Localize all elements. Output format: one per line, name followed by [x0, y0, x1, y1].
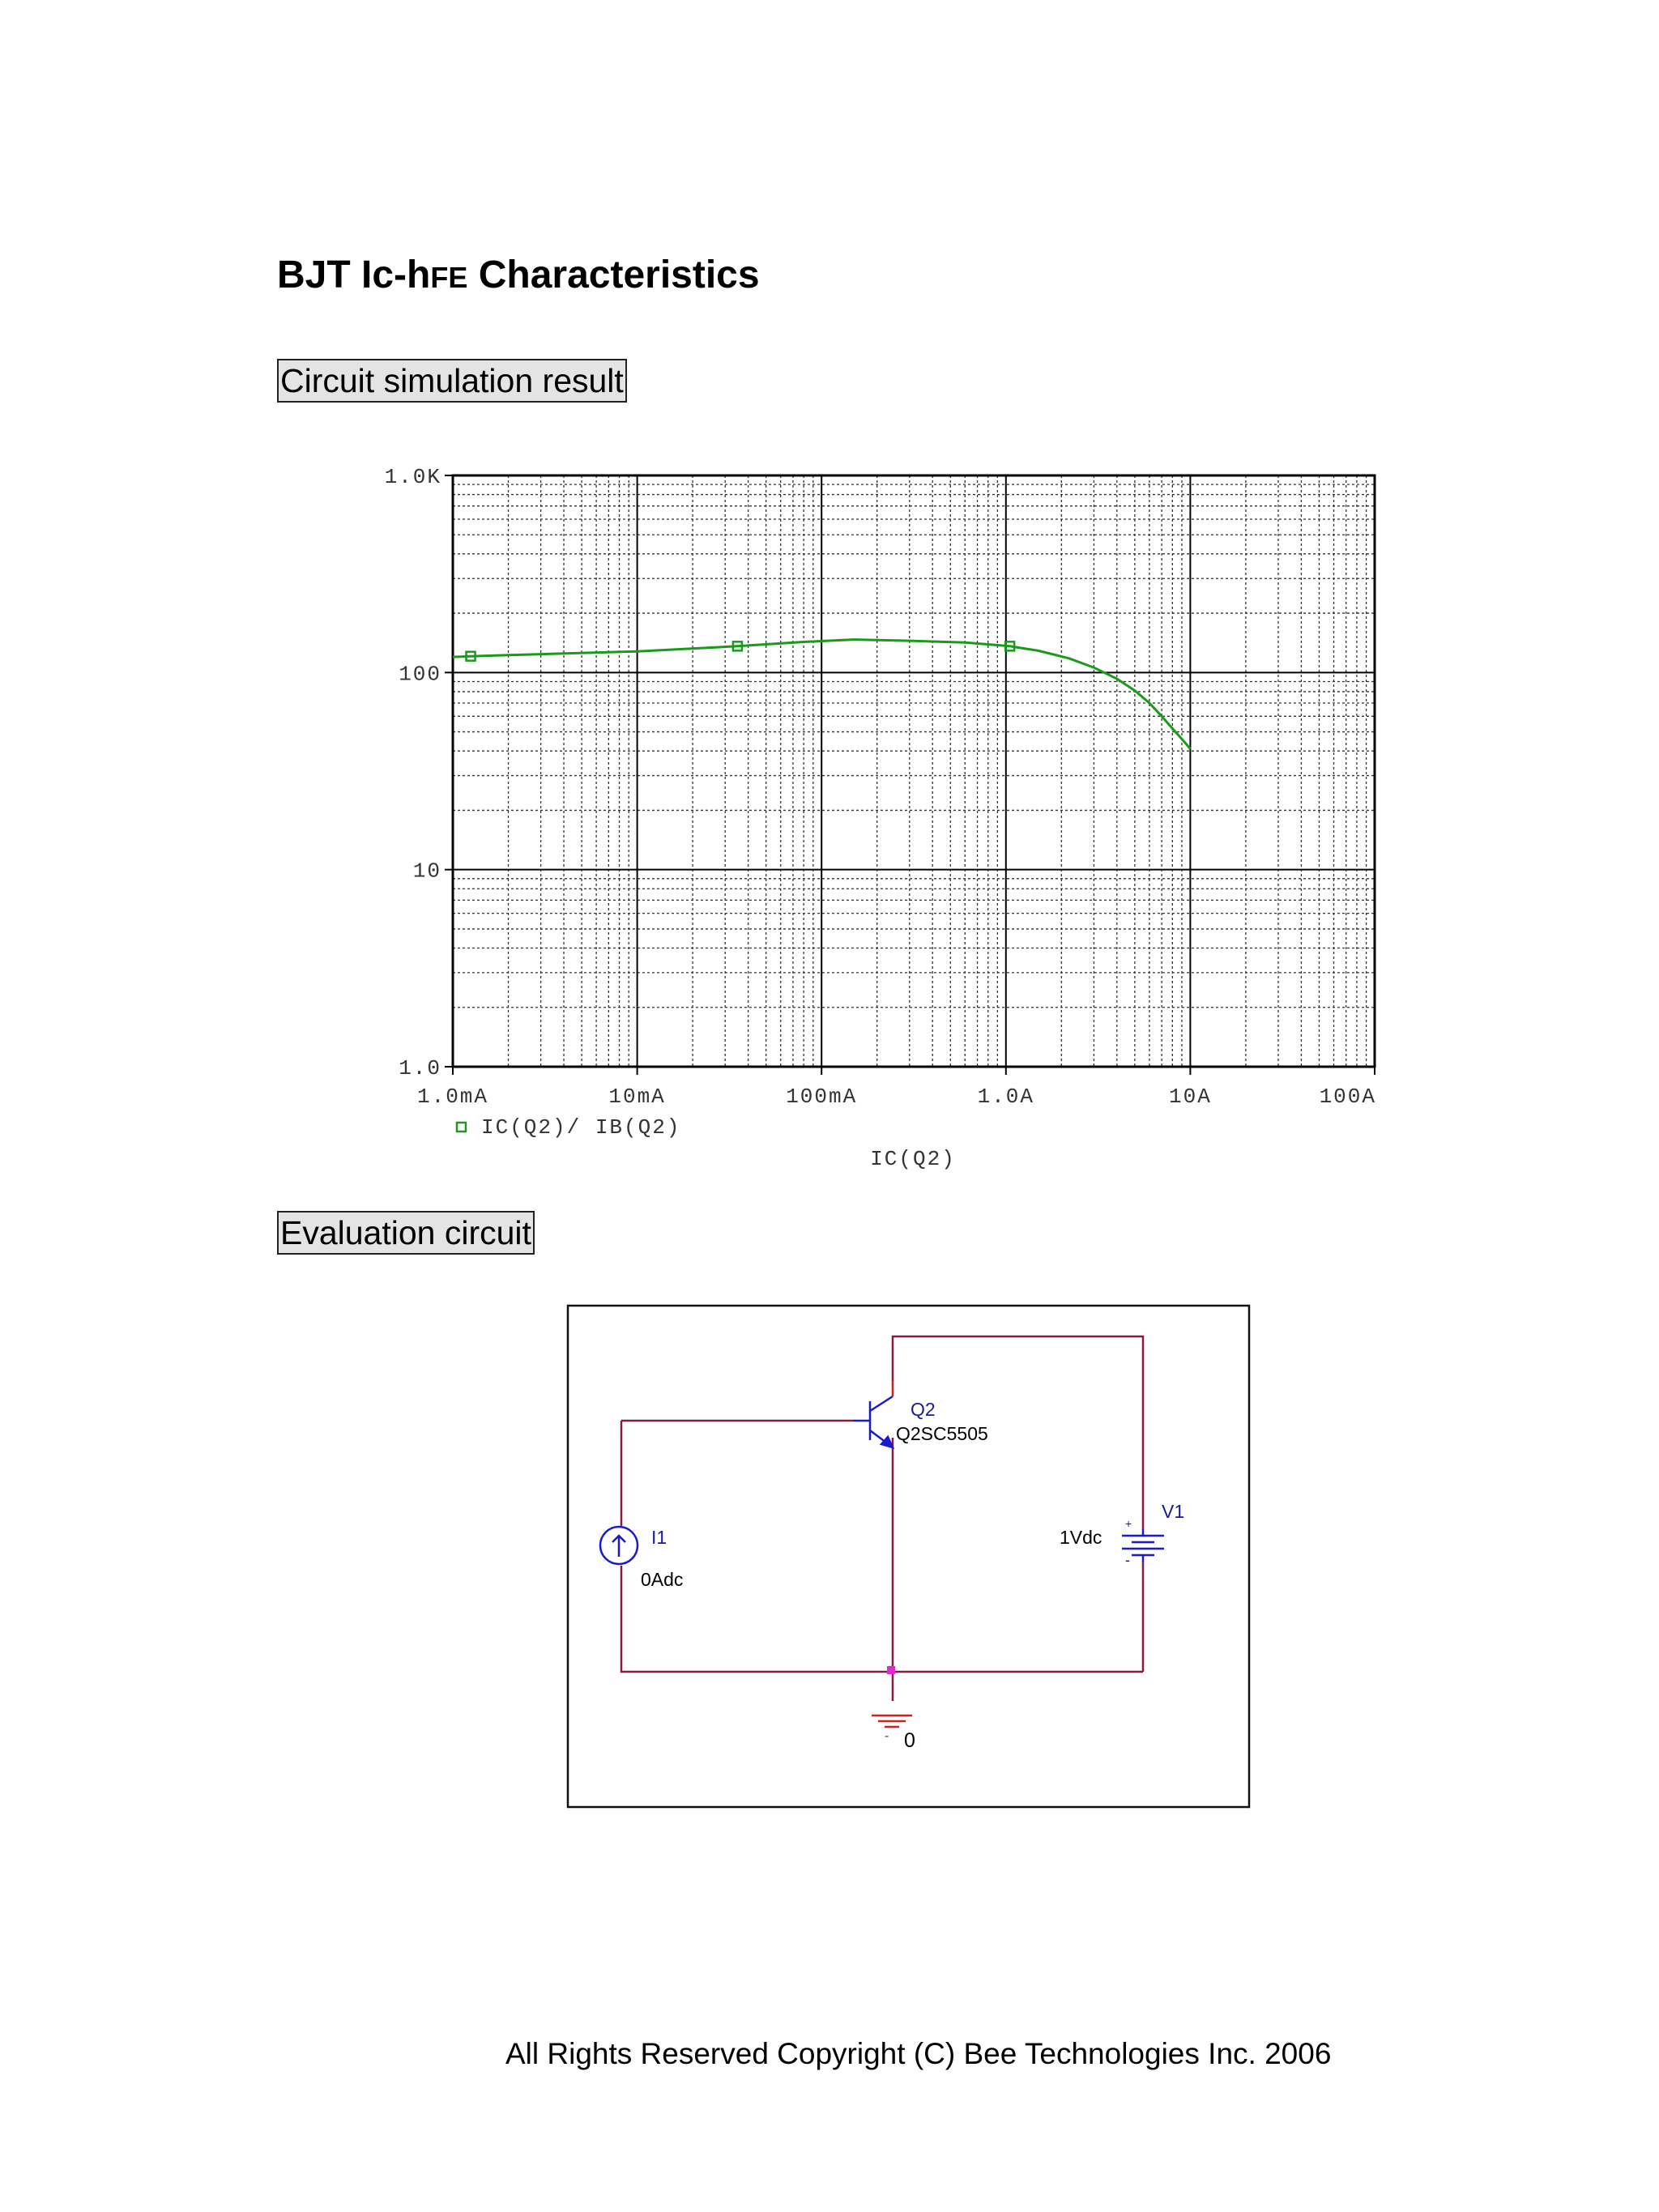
x-tick-label: 1.0mA	[416, 1085, 489, 1109]
y-tick-label: 1.0	[399, 1056, 441, 1080]
ground-label: 0	[904, 1729, 915, 1752]
source-ref: I1	[651, 1527, 667, 1548]
y-tick-labels	[385, 465, 441, 1080]
grid-major	[453, 475, 1375, 1067]
y-tick-label: 1.0K	[384, 465, 441, 489]
title-main: BJT Ic-h	[277, 254, 431, 296]
section-evaluation-circuit: Evaluation circuit	[277, 1211, 535, 1255]
section-simulation-result: Circuit simulation result	[277, 359, 627, 403]
copyright-text: All Rights Reserved Copyright (C) Bee Technologies Inc. 2006	[505, 2037, 1332, 2070]
wires	[621, 1336, 1143, 1701]
x-tick-labels	[417, 1085, 1376, 1109]
supply-ref: V1	[1162, 1501, 1185, 1522]
current-source-symbol	[600, 1525, 638, 1564]
x-tick-label: 10mA	[608, 1085, 666, 1109]
x-tick-label: 100A	[1319, 1085, 1376, 1109]
y-tick-label: 10	[412, 859, 441, 884]
transistor-model: Q2SC5505	[896, 1423, 988, 1444]
legend-label: IC(Q2)/ IB(Q2)	[481, 1115, 681, 1140]
y-tick-label: 100	[399, 662, 441, 687]
plot-frame	[453, 475, 1375, 1067]
x-tick-label: 10A	[1168, 1085, 1212, 1109]
evaluation-circuit	[0, 1296, 1659, 1814]
source-value: 0Adc	[641, 1569, 684, 1590]
ground-minus: -	[885, 1729, 889, 1743]
title-end: Characteristics	[467, 254, 760, 296]
title-subscript: FE	[430, 261, 468, 294]
supply-plus: +	[1125, 1517, 1132, 1530]
legend-marker	[457, 1123, 466, 1132]
x-tick-label: 100mA	[786, 1085, 858, 1109]
ground-node-dot	[887, 1666, 895, 1674]
x-tick-label: 1.0A	[977, 1085, 1035, 1109]
supply-value: 1Vdc	[1060, 1527, 1102, 1548]
supply-minus: -	[1125, 1552, 1130, 1568]
grid-minor	[453, 475, 1375, 1067]
transistor-symbol	[853, 1381, 893, 1447]
ground-symbol	[872, 1715, 912, 1727]
transistor-ref: Q2	[911, 1399, 936, 1420]
x-axis-label: IC(Q2)	[870, 1147, 956, 1171]
